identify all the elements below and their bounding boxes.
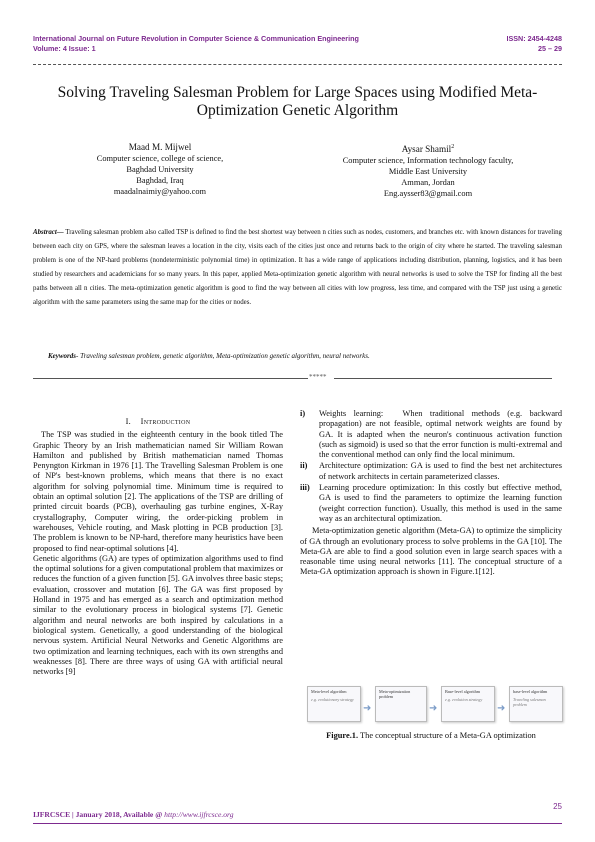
abstract <box>33 226 562 311</box>
issn: ISSN: 2454-4248 <box>506 34 562 43</box>
section-heading: I. Introduction <box>125 417 191 426</box>
author-affiliation: Computer science, college of science, <box>96 154 224 163</box>
keywords-label: Keywords <box>48 352 76 360</box>
diagram-box-meta-problem: Meta-optimization problem <box>375 686 427 722</box>
author-name: Aysar Shamil$^2$ <box>401 144 455 155</box>
abstract-label: Abstract— <box>33 229 64 236</box>
abstract-text: Traveling salesman problem also called TSP is defined to find the best shortest way between n cities such as nodes, customers, and branches etc. with known distances for traveling between each city on GPS, where the salesman leaves a location in the city, visits each of the cities just once and returns back to the origin of city where he started. The traveling salesman problem is one of the NP-hard problems (nondeterministic polynomial time) in optimization. It has a wide range of applications including distribution, planning, logistics, and it has been studied by researchers and academicians for so many years. In this paper, applied Meta-optimization genetic algorithm with neural networks is used to solve the TSP for finding all the best paths between all n cities. The meta-optimization genetic algorithm is good to find the way between all cities with low progress, less time, and compared with the TSP just using a genetic algorithm with the same parameters using the same map for the cities or nodes. <box>33 229 562 307</box>
arrow-icon: ➜ <box>497 703 506 714</box>
volume-issue: Volume: 4 Issue: 1 <box>33 44 96 53</box>
list-item-head: Architecture optimization: <box>319 461 408 471</box>
author-block-2 <box>318 142 538 199</box>
paper-title <box>40 84 555 120</box>
list-item-head: Learning procedure optimization: <box>319 483 435 493</box>
diagram-box-problem: base-level algorithm Traveling salesman problem <box>509 686 563 722</box>
list-item: ii) Architecture optimization: GA is used to find the best net architectures of network architects in certain parameterized classes. <box>300 461 562 481</box>
figure-label: Figure.1. <box>326 731 359 740</box>
page-range: 25 – 29 <box>538 44 562 53</box>
title-line-2: Optimization Genetic Algorithm <box>196 102 399 119</box>
keywords: Keywords- Traveling salesman problem, genetic algorithm, Meta-optimization genetic algorithm, neural networks. <box>48 352 370 360</box>
right-column <box>300 409 562 578</box>
diagram-box-base-level: Base-level algorithm e.g. evolution strategy <box>441 686 495 722</box>
right-paragraph: Meta-optimization genetic algorithm (Meta-GA) to optimize the simplicity of GA through an evolutionary process to solve problems in the GA [10]. The Meta-GA are able to find a good solution even in large search spaces with a reasonable time using neural networks [11]. The conceptual structure of a Meta-GA optimization approach is shown in Figure.1[12]. <box>300 526 563 577</box>
list-item: i) Weights learning: When traditional methods (e.g. backward propagation) are not feasible, optimal network weights are found by GA. It is adapted when the neuron's continuous activation function (such as sigmoid) is used so that the error function is multi-extremal and the conventional method can only find the local minimum. <box>300 409 562 460</box>
arrow-icon: ➜ <box>429 703 438 714</box>
author-name: Maad M. Mijwel <box>128 142 192 152</box>
footer-link[interactable]: http://www.ijfrcsce.org <box>164 810 234 819</box>
author-email: maadalnaimiy@yahoo.com <box>113 187 207 196</box>
author-university: Baghdad University <box>126 165 194 174</box>
left-column <box>33 417 283 677</box>
author-affiliation: Computer science, Information technology faculty, <box>342 156 514 166</box>
title-line-1: Solving Traveling Salesman Problem for Large Spaces using Modified Meta- <box>57 84 538 101</box>
footer-rule <box>33 823 562 824</box>
author-location: Amman, Jordan <box>401 178 455 188</box>
list-item-head: Weights learning: <box>319 409 384 418</box>
page-number: 25 <box>553 802 562 811</box>
diagram-box-meta-level: Meta-level algorithm e.g. evolutionary strategy <box>307 686 361 722</box>
header-rule <box>33 64 562 65</box>
author-email: Eng.aysser83@gmail.com <box>383 189 473 199</box>
list-item-text: When traditional methods (e.g. backward propagation) are not feasible, optimal network weights are found by GA. It is adapted when the neuron's continuous activation function (such as sigmoid) is used so that the error function is multi-extremal and the conventional method can only find the local minimum. <box>319 409 562 460</box>
keywords-text: Traveling salesman problem, genetic algorithm, Meta-optimization genetic algorithm, neural networks. <box>80 352 370 360</box>
list-item-text: In this costly but effective method, GA is used to find the parameters to optimize the learning function (weight correction function). Usually, this method is used in the same way as an architectural optimization. <box>319 483 562 523</box>
author-block-1 <box>50 142 270 197</box>
figure-1-diagram <box>307 686 562 726</box>
list-item-text: GA is used to find the best net architectures of network architects in certain parameterized classes. <box>319 461 562 481</box>
author-location: Baghdad, Iraq <box>136 176 184 185</box>
separator-line-left <box>33 378 308 379</box>
list-item: iii) Learning procedure optimization: In this costly but effective method, GA is used to find the parameters to optimize the learning function (weight correction function). Usually, this method is used in the same way as an architectural optimization. <box>300 483 562 523</box>
journal-name: International Journal on Future Revolution in Computer Science & Communication Engineering <box>33 34 359 43</box>
separator-line-right <box>334 378 552 379</box>
footer-text: IJFRCSCE | January 2018, Available @ http://www.ijfrcsce.org <box>33 810 234 819</box>
intro-paragraph-1: The TSP was studied in the eighteenth century in the book titled The Graphic Theory by an Irish mathematician named Sir William Rowan Hamilton and published by British mathematician named Thomas Penyngton Kirkman in 1976 [1]. The Travelling Salesman Problem is one of NP's best-known problems, which means that there is no exact algorithm for solving polynomial time. Minimum time is required to obtain an optimal solution [2]. The applications of the TSP are drilling of printed circuit boards (PCB), overhauling gas turbine engines, X-Ray crystallography, Computer wiring, the order-picking problem in warehouses, Vehicle routing, and Mask plotting in PCB production [3]. The problem is known to be NP-hard, therefore many heuristics have been proposed to find near-optimal solutions [4]. <box>33 430 283 553</box>
intro-paragraph-2: Genetic algorithms (GA) are types of optimization algorithms used to find the optimal solutions for a given computational problem that maximizes or reduces the function of a given function [5]. GA involves three basic steps; evaluation, crossover and mutation [6]. The GA was first proposed by Holland in 1975 and has emerged as a search and optimization method similar to the evolutionary process in biological systems [7]. Genetic algorithm and neural networks are both inspired by calculations in a biological system. Genetically, a good understanding of the biological nervous system. Artificial Neural Networks and Genetic Algorithms are two optimization and learning techniques, each with its own strengths and weaknesses [8]. There are three ways of using GA with artificial neural networks [9] <box>33 553 284 677</box>
arrow-icon: ➜ <box>363 703 372 714</box>
separator-stars: ***** <box>309 373 327 381</box>
figure-caption: Figure.1. The conceptual structure of a Meta-GA optimization <box>326 731 536 740</box>
author-university: Middle East University <box>388 167 468 177</box>
